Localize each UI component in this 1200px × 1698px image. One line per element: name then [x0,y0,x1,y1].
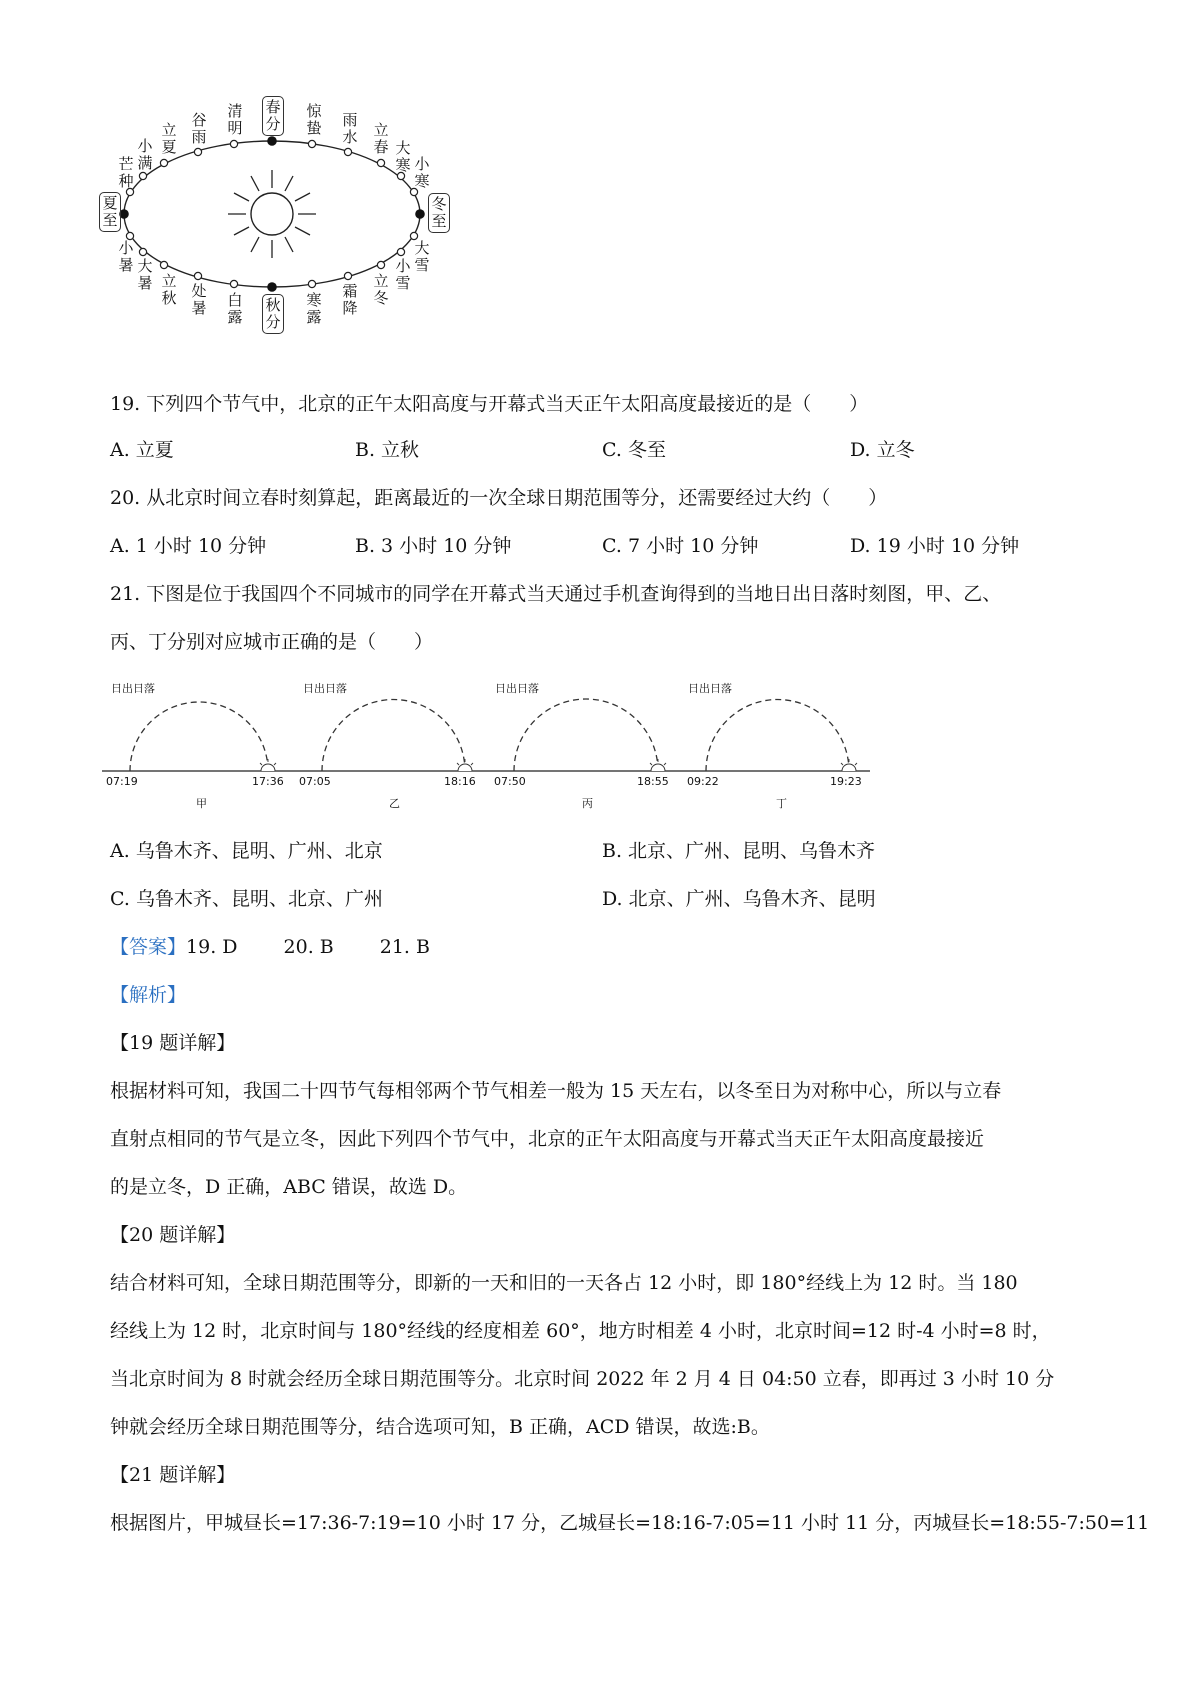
term-chun-fen: 春 分 [262,96,284,136]
q21-option-b: B. 北京、广州、昆明、乌鲁木齐 [602,840,876,862]
answer-21: 21. B [379,936,430,958]
panel2-title: 日出日落 [303,682,347,695]
panel4-title: 日出日落 [688,682,732,695]
term-yu-shui: 雨 水 [342,111,358,146]
panel2-label: 乙 [389,797,400,810]
panel1-sunset: 17:36 [252,775,284,788]
answer-tag: 【答案】 [110,936,187,958]
q19-option-c: C. 冬至 [602,439,666,461]
q20-option-b: B. 3 小时 10 分钟 [355,535,512,557]
q19-option-d: D. 立冬 [850,439,915,461]
term-da-shu: 大 暑 [137,257,153,292]
analysis-20-line1: 结合材料可知，全球日期范围等分，即新的一天和旧的一天各占 12 小时，即 180°经线上为 12 时。当 180 [110,1272,1018,1294]
term-li-qiu: 立 秋 [161,272,177,307]
term-bai-lu: 白 露 [227,291,243,326]
q20-option-d: D. 19 小时 10 分钟 [850,535,1020,557]
analysis-19-line1: 根据材料可知，我国二十四节气每相邻两个节气相差一般为 15 天左右，以冬至日为对称中心，所以与立春 [110,1080,1002,1102]
q21-option-d: D. 北京、广州、乌鲁木齐、昆明 [602,888,876,910]
q19-stem: 19. 下列四个节气中，北京的正午太阳高度与开幕式当天正午太阳高度最接近的是（ ） [110,393,869,415]
q21-option-c: C. 乌鲁木齐、昆明、北京、广州 [110,888,383,910]
answer-20: 20. B [283,936,334,958]
analysis-tag: 【解析】 [110,984,187,1006]
term-xiao-man: 小 满 [137,137,153,172]
panel1-label: 甲 [196,797,207,810]
analysis-21-line1: 根据图片，甲城昼长=17:36-7:19=10 小时 17 分，乙城昼长=18:16-7:05=11 小时 11 分，丙城昼长=18:55-7:50=11 [110,1512,1150,1534]
panel1-sunrise: 07:19 [106,775,138,788]
analysis-heading-21: 【21 题详解】 [110,1464,236,1486]
sunrise-sunset-figure [100,690,880,800]
analysis-19-line3: 的是立冬，D 正确，ABC 错误，故选 D。 [110,1176,468,1198]
q19-option-b: B. 立秋 [355,439,420,461]
term-dong-zhi: 冬 至 [428,193,450,233]
term-chu-shu: 处 暑 [191,282,207,317]
panel3-sunset: 18:55 [637,775,669,788]
term-li-xia: 立 夏 [161,121,177,156]
term-xiao-shu: 小 暑 [118,239,134,274]
analysis-heading-19: 【19 题详解】 [110,1032,236,1054]
panel4-sunrise: 09:22 [687,775,719,788]
term-han-lu: 寒 露 [306,291,322,326]
panel3-sunrise: 07:50 [494,775,526,788]
panel2-sunrise: 07:05 [299,775,331,788]
term-gu-yu: 谷 雨 [191,111,207,146]
term-mang-zhong: 芒 种 [118,155,134,190]
sun-icon [228,170,316,258]
panel4-label: 丁 [776,797,787,810]
term-xiao-han: 小 寒 [414,155,430,190]
term-li-chun: 立 春 [373,121,389,156]
term-li-dong: 立 冬 [373,272,389,307]
q20-stem: 20. 从北京时间立春时刻算起，距离最近的一次全球日期范围等分，还需要经过大约（ ） [110,487,888,509]
term-shuang-jiang: 霜 降 [342,282,358,317]
term-xia-zhi: 夏 至 [99,192,121,232]
panel3-label: 丙 [582,797,593,810]
analysis-19-line2: 直射点相同的节气是立冬，因此下列四个节气中，北京的正午太阳高度与开幕式当天正午太阳高度最接近 [110,1128,985,1150]
answer-line [110,932,430,959]
q20-option-c: C. 7 小时 10 分钟 [602,535,759,557]
analysis-20-line3: 当北京时间为 8 时就会经历全球日期范围等分。北京时间 2022 年 2 月 4 日 04:50 立春，即再过 3 小时 10 分 [110,1368,1055,1390]
analysis-heading-20: 【20 题详解】 [110,1224,236,1246]
term-qiu-fen: 秋 分 [262,294,284,334]
analysis-20-line4: 钟就会经历全球日期范围等分，结合选项可知，B 正确，ACD 错误，故选:B。 [110,1416,770,1438]
panel2-sunset: 18:16 [444,775,476,788]
term-jing-zhe: 惊 蛰 [306,102,322,137]
q21-stem-line2: 丙、丁分别对应城市正确的是（ ） [110,631,434,653]
term-da-han: 大 寒 [395,139,411,174]
q21-stem-line1: 21. 下图是位于我国四个不同城市的同学在开幕式当天通过手机查询得到的当地日出日落时刻图，甲、乙、 [110,583,1002,605]
answer-19: 19. D [186,936,238,958]
panel4-sunset: 19:23 [830,775,862,788]
q21-option-a: A. 乌鲁木齐、昆明、广州、北京 [110,840,383,862]
panel1-title: 日出日落 [111,682,155,695]
term-da-xue: 大 雪 [414,239,430,274]
q19-option-a: A. 立夏 [110,439,174,461]
q20-option-a: A. 1 小时 10 分钟 [110,535,267,557]
panel3-title: 日出日落 [495,682,539,695]
term-xiao-xue: 小 雪 [395,257,411,292]
analysis-20-line2: 经线上为 12 时，北京时间与 180°经线的经度相差 60°，地方时相差 4 小时，北京时间=12 时-4 小时=8 时， [110,1320,1051,1342]
term-qing-ming: 清 明 [227,102,243,137]
